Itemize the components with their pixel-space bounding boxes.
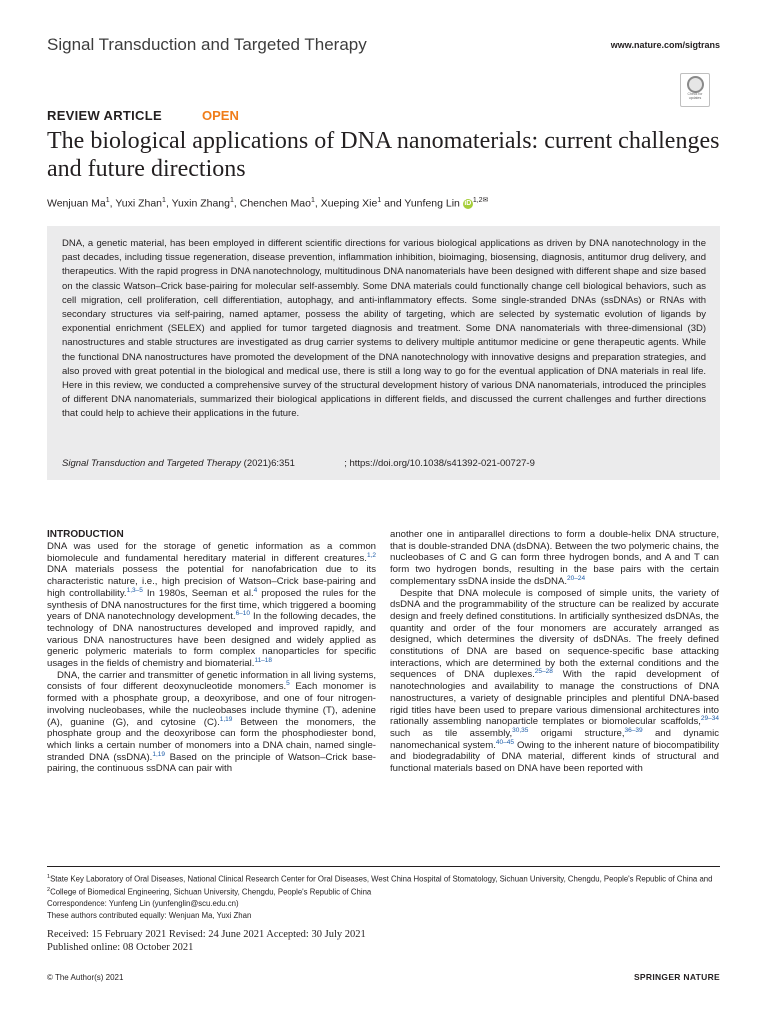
body-text: DNA materials possess the potential for nanofabrication due to its characteristic nature, i.e., high precision of Watson–Crick base-pairing and high controllability.	[47, 564, 376, 599]
paragraph	[47, 670, 376, 775]
reference-link[interactable]: 5	[286, 680, 290, 688]
reference-link[interactable]: 20–24	[567, 574, 586, 582]
body-text: DNA was used for the storage of genetic information as a common biomolecule and fundamental hereditary material in different creatures.	[47, 541, 376, 564]
body-text: proposed the rules for the synthesis of DNA nanostructures for the first time, which triggered a booming years of DNA nanotechnology development.	[47, 587, 377, 623]
body-text: Between the monomers, the phosphate group and the deoxyribose can form the phosphodiester bond, which links a certain number of monomers into a DNA chain, named single-stranded DNA (ssDNA).	[47, 716, 376, 763]
body-text: Based on the principle of Watson–Crick base-pairing, the continuous ssDNA can pair with	[47, 751, 377, 775]
author-name: Yunfeng Lin	[404, 197, 460, 210]
affiliation-text: $^1$State Key Laboratory of Oral Diseases, National Clinical Research Center for Oral Diseases, West China Hospital of Stomatology, Sichuan University, Chengdu, People's Republic of China and $^2$College of Biomedical Engineering, Sichuan University, Chengdu, People's Republic of China	[47, 874, 713, 897]
body-text: such as tile assembly,	[390, 727, 513, 739]
affiliation-mark: 1	[310, 197, 315, 204]
author-name: Yuxi Zhan	[115, 197, 163, 210]
reference-link[interactable]: 29–34	[700, 715, 719, 723]
orcid-icon[interactable]: iD	[464, 199, 472, 207]
affiliation-mark: 1	[162, 197, 166, 204]
body-text: In the following decades, the technology of DNA nanostructures developed and improved rapidly, and various DNA nanostructures have been designed and widely applied as generic polymeric materials to form complex nanoparticles for specific usages in the fields of chemistry and biomaterial.	[47, 611, 376, 670]
reference-link[interactable]: 25–28	[534, 668, 553, 676]
affiliation-mark: 1	[105, 197, 110, 204]
paragraph	[390, 529, 719, 588]
reference-link[interactable]: 1,19	[152, 750, 165, 758]
affiliations	[47, 872, 720, 921]
copyright: © The Author(s) 2021	[47, 973, 124, 982]
reference-link[interactable]: 40–45	[495, 738, 514, 746]
article-type: REVIEW ARTICLE	[47, 108, 162, 123]
body-text: and dynamic nanomechanical system.	[390, 727, 720, 751]
journal-url-link[interactable]: www.nature.com/sigtrans	[610, 40, 720, 50]
body-text: DNA, the carrier and transmitter of genetic information in all living systems, consists of four different deoxynucleotide monomers.	[47, 669, 376, 693]
body-column-right	[390, 529, 719, 775]
citation-ref: (2021)6:351	[243, 458, 295, 469]
reference-link[interactable]: 11–18	[254, 656, 273, 664]
body-column-left	[47, 529, 376, 775]
equal-contribution-note: These authors contributed equally: Wenjuan Ma, Yuxi Zhan	[47, 910, 252, 920]
reference-link[interactable]: 6–10	[235, 610, 251, 618]
affiliation-mark: 1	[377, 197, 382, 204]
body-text: Owing to the inherent nature of biocompatibility and biodegradability of DNA material, different kinds of structural and functional materials based on DNA have been reported with	[390, 739, 719, 775]
paragraph	[47, 541, 376, 670]
history-dates: Received: 15 February 2021 Revised: 24 June 2021 Accepted: 30 July 2021	[47, 929, 366, 940]
body-text: origami structure,	[528, 727, 625, 739]
body-text: With the rapid development of nanotechnologies and availability to manage the constructions of DNA nanostructures, a variety of designable principles and plentiful DNA-based rigid titles have been used to prepare various dimensional architectures into rationally assembling nanoparticle templates or biomolecular scaffolds,	[390, 669, 719, 728]
footnote-divider	[47, 866, 720, 867]
journal-name: Signal Transduction and Targeted Therapy	[47, 35, 367, 54]
doi-link[interactable]: ; https://doi.org/10.1038/s41392-021-00727-9	[344, 458, 535, 469]
badge-label: Check for updates	[687, 92, 703, 100]
affiliation-mark: 1,2✉	[472, 197, 489, 204]
body-text: In 1980s, Seeman et al.	[142, 587, 254, 599]
author-list: Wenjuan Ma$^1$, Yuxi Zhan$^1$, Yuxin Zhang$^1$, Chenchen Mao$^1$, Xueping Xie$^1$ and Yunfeng Lin iD $^{1,2✉}$	[47, 197, 489, 210]
reference-link[interactable]: 1,3–5	[126, 586, 143, 594]
check-updates-icon	[687, 76, 704, 93]
publisher-logo: SPRINGER NATURE	[633, 972, 720, 982]
article-title: The biological applications of DNA nanomaterials: current challenges and future directions	[47, 128, 720, 182]
author-name: Yuxin Zhang	[171, 197, 230, 210]
open-access-label: OPEN	[202, 108, 239, 123]
article-dates	[47, 928, 720, 954]
author-name: Chenchen Mao	[239, 197, 311, 210]
body-text: another one in antiparallel directions to form a double-helix DNA structure, that is double-stranded DNA (dsDNA). Between the two polymeric chains, the nucleobases of C and G can form three hydrogen bonds, and A and T can form two hydrogen bonds, resulting in the base pairs with the certain complementary ssDNA inside the dsDNA.	[390, 529, 719, 587]
section-heading: INTRODUCTION	[47, 529, 124, 540]
affiliation-mark: 1	[229, 197, 234, 204]
reference-link[interactable]: 4	[253, 586, 258, 594]
check-for-updates-badge[interactable]	[680, 73, 710, 107]
body-text: Despite that DNA molecule is composed of simple units, the variety of dsDNA and the programmability of the structure can be realized by accurate design and freely defined constitutions. In artificially synthesized dsDNAs, the quantity and order of the four monomers are accurately arranged as designed, which determines the diversity of dsDNAs. The freely defined constitutions of DNA are based on sequence-specific base attacking interactions, which are determined by both the external conditions and the sequences of DNA duplexes.	[390, 587, 719, 681]
reference-link[interactable]: 36–39	[624, 726, 643, 734]
reference-link[interactable]: 1,2	[366, 551, 376, 559]
citation-journal: Signal Transduction and Targeted Therapy	[62, 458, 242, 469]
reference-link[interactable]: 1,19	[219, 715, 233, 723]
author-name: Xueping Xie	[320, 197, 378, 210]
paragraph	[390, 588, 719, 775]
correspondence: Correspondence: Yunfeng Lin (yunfenglin@scu.edu.cn)	[47, 899, 239, 909]
author-name: Wenjuan Ma	[47, 197, 106, 210]
citation-line	[62, 458, 535, 469]
abstract-text: DNA, a genetic material, has been employed in different scientific directions for various biological applications as driven by DNA nanotechnology in the past decades, including tissue regeneration, disease prevention, inflammation inhibition, bioimaging, biosensing, diagnosis, antitumor drug delivery, and therapeutics. With the rapid progress in DNA nanotechnology, multitudinous DNA nanomaterials have been designed with different shape and size based on the classic Watson–Crick base-pairing for molecular self-assembly. Some DNA materials could functionally change cell biological behaviors, such as cell migration, cell proliferation, cell differentiation, autophagy, and anti-inflammatory effects. Some single-stranded DNAs (ssDNAs) or RNAs with secondary structures via self-pairing, named aptamer, possess the ability of targeting, which are selected by systematic evolution of ligands by exponential enrichment (SELEX) and applied for tumor targeted diagnosis and treatment. Some DNA nanomaterials with three-dimensional (3D) nanostructures and stable structures are investigated as drug carrier systems to delivery multiple antitumor medicine or gene therapeutic agents. While the functional DNA nanostructures have promoted the development of the DNA nanotechnology with innovative designs and preparation strategies, and also proved with great potential in the biological and medical use, there is still a long way to go for the eventual application of DNA materials in real life. Here in this review, we conducted a comprehensive survey of the structural development history of various DNA nanomaterials, introduced the principles of different DNA nanomaterials, summarized their biological applications in different fields, and discussed the current challenges and further directions that could help to achieve their applications in the future.	[62, 238, 706, 420]
reference-link[interactable]: 30,35	[512, 726, 529, 734]
published-date: Published online: 08 October 2021	[47, 942, 194, 953]
body-text: Each monomer is formed with a phosphate group, a deoxyribose, and one of four nitrogen-involving nucleobases, while the nucleobases include thymine (T), adenine (A), guanine (G), and cytosine (C).	[47, 681, 376, 728]
